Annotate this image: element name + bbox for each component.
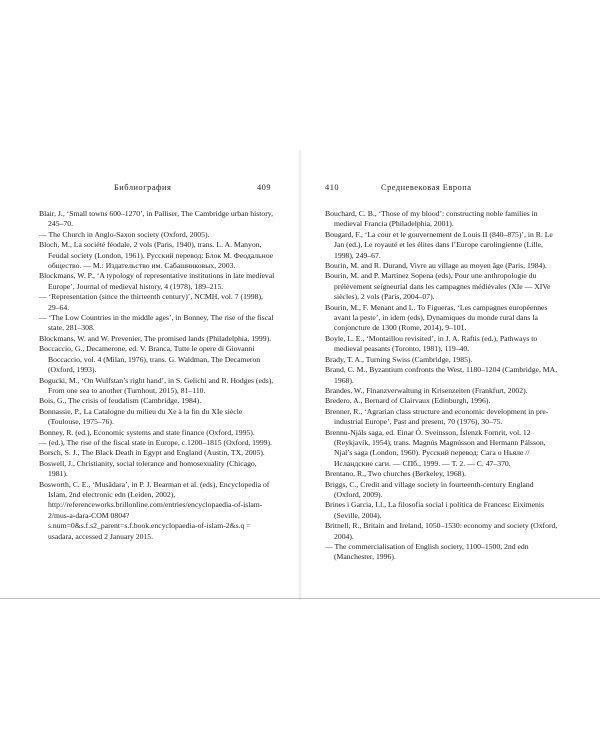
left-running-title: Библиография [114,183,172,192]
bibliography-entry: Brand, C. M., Byzantium confronts the West, 1180–1204 (Cambridge, MA, 1968). [325,365,558,385]
bibliography-entry: Bosworth, C. E., ‘Musādara’, in P. J. Bearman et al. (eds), Encyclopedia of Islam, 2nd electronic edn (Leiden, 2002), http://referenceworks.brillonline.com/entries/encyclopaedia-of-islam-2/mus-a-dara-COM 0804?s.num=0&s.f.s2_parent=s.f.book.encyclopaedia-of-islam-2&s.q = usadara, accessed 2 January 2015. [39,479,270,541]
bibliography-entry: Bourin, M. and R. Durand, Vivre au village au moyen âge (Paris, 1984). [325,261,547,271]
bibliography-entry: Bougard, F., ‘La cour et le gouvernement de Louis II (840–875)’, in R. Le Jan (ed.), Le royauté et les élites dans l’Europe carolingienne (Lille, 1998), 249–67. [325,229,553,260]
bibliography-entry: Bogucki, M., ‘On Wulfstan’s right hand’, in S. Gelichi and R. Hodges (eds), From one sea to another (Turnhout, 2015), 81–110. [39,375,274,395]
bibliography-entry: Brentano, R., Two churches (Berkeley, 1968). [325,469,467,479]
right-page-number: 410 [325,183,340,192]
bibliography-entry: Brines i Garcia, Ll., La filosofia social i política de Francesc Eiximenis (Seville, 2004). [325,500,545,520]
bibliography-entry: Blockmans, W. P., ‘A typology of representative institutions in late medieval Europe’, Journal of medieval history, 4 (1978), 189–215. [39,271,275,291]
bibliography-entry: Bouchard, C. B., ‘Those of my blood’: constructing noble families in medieval Francia (Philadelphia, 2001). [325,209,538,229]
bibliography-entry: — ‘The Low Countries in the middle ages’, in Bonney, The rise of the fiscal state, 281–308. [39,313,274,333]
bibliography-entry: Britnell, R., Britain and Ireland, 1050–1530: economy and society (Oxford, 2004). [325,521,558,541]
bibliography-entry: Bourin, M., F. Menant and L. To Figueras, ‘Les campagnes européennes avant la peste’, in idem (eds), Dynamiques du monde rural dans la conjoncture de 1300 (Rome, 2014), 9–101. [325,302,548,333]
left-running-head [39,183,275,197]
page-bottom-edge [0,598,600,599]
bibliography-entry: Boccaccio, G., Decamerone, ed. V. Branca, Tutte le opere di Giovanni Boccaccio, vol. 4 (Milan, 1976), trans. G. Waldman, The Decameron (Oxford, 1993). [39,344,261,375]
right-running-title: Средневековая Европа [381,183,472,192]
right-bibliography-list [325,209,561,563]
bibliography-entry: Bonney, R. (ed.), Economic systems and state finance (Oxford, 1995). [39,427,255,437]
left-page-number: 409 [256,183,271,192]
bibliography-entry: — The commercialisation of English society, 1100–1500, 2nd edn (Manchester, 1996). [325,542,529,562]
left-bibliography-list [39,209,275,542]
book-gutter [298,150,302,600]
bibliography-entry: — ‘Representation (since the thirteenth century)’, NCMH, vol. 7 (1998), 29–64. [39,292,263,312]
bibliography-entry: Bois, G., The crisis of feudalism (Cambridge, 1984). [39,396,202,406]
bibliography-entry: Briggs, C., Credit and village society in fourteenth-century England (Oxford, 2009). [325,479,534,499]
page-top-margin [0,0,600,170]
bibliography-entry: Bourin, M. and P. Martínez Sopena (eds), Pour une anthropologie du prélèvement seigneurial dans les campagnes médiévales (XIe — XIVe siècles), 2 vols (Paris, 2004–07). [325,271,551,302]
bibliography-entry: Boswell, J., Christianity, social tolerance and homosexuality (Chicago, 1981). [39,458,257,479]
bibliography-entry: Bredero, A., Bernard of Clairvaux (Edinburgh, 1996). [325,396,491,406]
bibliography-entry: Brenner, R., ‘Agrarian class structure and economic development in pre-industrial Europe’, Past and present, 70 (1976), 30–75. [325,406,549,427]
bibliography-entry: Blockmans, W. and W. Prevenier, The promised lands (Philadelphia, 1999). [39,333,272,343]
bibliography-entry: Brennu-Njáls saga, ed. Einar Ó. Sveinsson, Íslenzk Fornrit, vol. 12 (Reykjavík, 1954), trans. Magnús Magnússon and Hermann Pálsson, Njal’s saga (London, 1960). Русский перевод: Сага о Ньяле // Исландские саги. — СПб., 1999. — Т. 2. — С. 47–370. [325,427,546,468]
left-page [39,183,275,542]
bibliography-entry: Bloch, M., La société féodale, 2 vols (Paris, 1940), trans. L. A. Manyon, Feudal society (London, 1961). Русский перевод: Блок М. Феодальное общество. — М.: Издательство им. Сабашниковых, 2003. [39,240,274,271]
right-page [325,183,561,563]
bibliography-entry: — (ed.), The rise of the fiscal state in Europe, c.1200–1815 (Oxford, 1999). [39,437,272,447]
bibliography-entry: Blair, J., ‘Small towns 600–1270’, in Palliser, The Cambridge urban history, 245–70. [39,209,274,229]
bibliography-entry: Boyle, L. E., ‘Montaillou revisited’, in J. A. Raftis (ed.), Pathways to medieval peasants (Toronto, 1981), 119–40. [325,333,538,354]
bibliography-entry: — The Church in Anglo-Saxon society (Oxford, 2005). [39,229,210,239]
right-running-head [325,183,561,197]
bibliography-entry: Brady, T. A., Turning Swiss (Cambridge, 1985). [325,354,473,364]
bibliography-entry: Brandes, W., Finanzverwaltung in Krisenzeiten (Frankfurt, 2002). [325,385,528,395]
bibliography-entry: Borsch, S. J., The Black Death in Egypt and England (Austin, TX, 2005). [39,448,265,458]
bibliography-entry: Bonnassie, P., La Catalogne du milieu du Xe à la fin du XIe siècle (Toulouse, 1975–76). [39,406,243,427]
